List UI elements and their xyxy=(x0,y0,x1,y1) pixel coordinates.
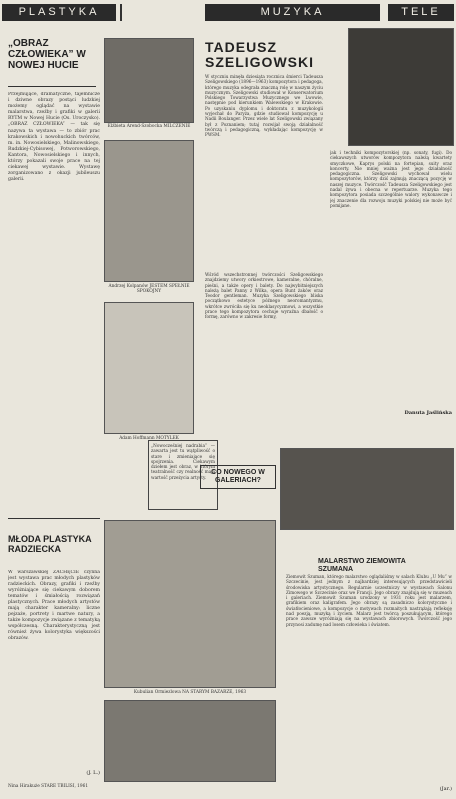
photo-szuman xyxy=(280,448,454,530)
article-col-a: W styczniu minęła dziesiąta rocznica śmierci Tadeusza Szeligowskiego (1896—1963) kompozytora i pedagoga, którego muzyka odegrała znaczną rolę w naszym życiu muzycznym. Szeligowski studiował w Konserwatorium Polskiego Towarzystwa Muzycznego we Lwowie, następnie pod kierunkiem Walewskiego w Krakowie. Po uzyskaniu dyplomu i doktoratu z muzykologii wyjechał do Paryża, gdzie studiował kompozycję u Nadii Boulanger. Przez wiele lat Szeligowski związany był z Poznaniem; tutaj rozwijał swoją działalność twórczą i pedagogiczną, wykładając kompozycję w PWSM. xyxy=(205,74,323,138)
col1-bottom-rule xyxy=(8,518,100,519)
photo-szeligowski xyxy=(348,28,454,146)
caption-motylek: Adam Hoffmann MOTYLEK xyxy=(119,436,179,441)
col1-bottom-title: MŁODA PLASTYKA RADZIECKA xyxy=(8,534,92,554)
photo-motylek xyxy=(104,302,194,434)
col1-body: Przejmujące, dramatyczne, tajemnicze i dziwne obrazy postąci ludzkiej możemy oglądać na wystawie malarstwa, rzeźby i grafiki w galerii RYTM w Nowej Hucie (Os. Uroczysko). „OBRAZ CZŁOWIEKA” — tak się nazywa ta wystawa — to zbiór prac krakowskich i nowohuckich twórców, m. in. Nowosielskiego, Malinowskiego, Rudzkiej-Cybisowej, Potworowskiego, Kantora, Nowosielskiego i innych, którzy pokazali swoje prace na tej ciekawej wystawie. Wystawę zorganizowano z okazji jubileuszu galerii. xyxy=(8,92,100,183)
photo-milczenie xyxy=(104,38,194,123)
header-tele: TELE xyxy=(388,4,454,21)
photo-tbilisi xyxy=(104,700,276,782)
quote-box: „Nowocześniej nadrabia” — zawarta jest tu wątpliwość o stare i zmieniające się spojrzenia. Ciekawym dziełem jest obraz, w którym teatralność czy realność mają wartość przeżycia artysty. xyxy=(148,440,218,510)
galeria-sig: (Jar.) xyxy=(439,786,452,792)
caption-bazar: Kubulian Ormiezlowa NA STARYM BAZARZE, 1963 xyxy=(133,690,247,695)
photo-bazar xyxy=(104,520,276,688)
caption-tbilisi: Nina Hirakuże STARE TBILISI, 1961 xyxy=(8,784,89,789)
galeria-body: Ziemowit Szuman, którego malarstwo oglądaliśmy w salach Klubu „U Mu” w Szczecinie, jest jednym z najbardziej interesujących przedstawicieli środowiska artystycznego. Regularnie uczestniczy w wystawach Salonu Zimowego w Szczecinie oraz we Francji. Jego obrazy znajdują się w muzeach i galeriach. Ziemowit Szuman urodzony w 1931 roku jest malarzem, grafikiem oraz kaligrafem. Jego obrazy są zasadniczo kolorystyczne i światłocieniowe, a kompozycje o motywach rozmaitych nastrążają refleksję nad poezją, muzyką i życiem. Malarz jest twórcą poszukującym, którego prace zawsze wyróżniają się na wystawach zbiorowych. Twórczość jego przynosi zadumę nad losem człowieka i światem. xyxy=(286,574,452,627)
article-title: TADEUSZ SZELIGOWSKI xyxy=(205,39,314,70)
col1-title-underline xyxy=(8,86,96,87)
galeria-banner: MALARSTWO ZIEMOWITA SZUMANA xyxy=(318,558,406,573)
article-col-b: Wśród wszechstronnej twórczości Szeligowskiego znajdziemy utwory orkiestrowe, kameralne, chóralne, pieśni, a także opery i balety. Do najwybitniejszych należą balet Panny z Wilka, opera Bunt żaków oraz Teodor gentleman. Muzyka Szeligowskiego bliska początkowo estetyce późnego neoromantyzmu, wkrótce zwróciła się ku neoklasycyzmowi, a wszystkie prace tego kompozytora cechuje wyraźna dbałość o formę, zarówno w zakresie formy, xyxy=(205,272,323,320)
header-muzyka: MUZYKA xyxy=(205,4,380,21)
header-divider xyxy=(120,4,122,21)
galeria-label: CO NOWEGO W GALERIACH? xyxy=(200,465,276,489)
article-col-c: jak i techniki kompozytorskiej (np. sonaty, fugi). Do ciekawszych utworów kompozytora należą kwartety smyczkowe, Kaprys polski na fortepian, suity oraz koncerty. Nie mniej ważna jest jego działalność pedagogiczna. Szeligowski wychował wielu kompozytorów, którzy dziś zajmują znaczącą pozycję w naszej muzyce. Twórczość Tadeusza Szeligowskiego jest nadal żywa i obecna w repertuarze. Muzyka tego kompozytora posiada szczególnie walory wykonawcze i jej znaczenie dla rozwoju muzyki polskiej nie może być pomijane. xyxy=(330,150,452,208)
article-author: Danuta Jaślińska xyxy=(404,410,452,416)
col1-bottom-body: W warszawskiej ZACHĘCIE czynna jest wystawa prac młodych plastyków radzieckich. Obrazy, grafiki i rzeźby wyróżniające się ciekawym doborem tematów i śmiałością rozwiązań plastycznych. Prace młodych artystów mają charakter kameralny: liczne pejzaże, portrety i martwe natury, a także kompozycje związane z tematyką współczesną. Charakterystyczną jest również żywa kolorystyka większości obrazów. xyxy=(8,570,100,641)
caption-spokojny: Andrzej Kolpanów JESTEM SPEŁNIE SPOKOJNY xyxy=(108,284,190,295)
caption-milczenie: Elżbieta Arend-Szobocka MILCZENIE xyxy=(107,124,191,129)
col1-bottom-sig: (J. L.) xyxy=(86,770,100,776)
photo-spokojny xyxy=(104,140,194,282)
header-plastyka: PLASTYKA xyxy=(2,4,116,21)
col1-title: „OBRAZ CZŁOWIEKA” W NOWEJ HUCIE xyxy=(8,38,86,71)
